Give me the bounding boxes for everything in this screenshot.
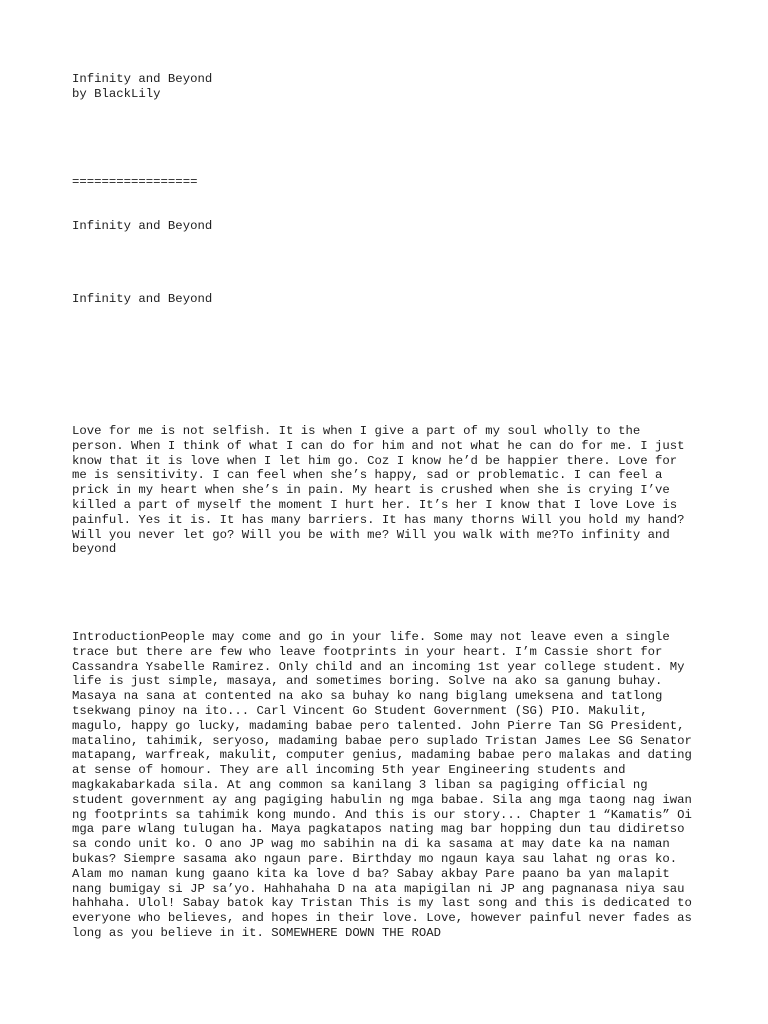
document-title: Infinity and Beyond bbox=[72, 72, 213, 86]
prologue-paragraph: Love for me is not selfish. It is when I give a part of my soul wholly to the person. When I think of what I can do for him and not what he can do for me. I just know that it is love when I let him go. Coz I know he’d be happier there. Love for me is sensitivity. I can feel when she’s happy, sad or problematic. I can feel a prick in my heart when she’s in pain. My heart is crushed when she is crying I’ve killed a part of myself the moment I hurt her. It’s her I know that I love Love is painful. Yes it is. It has many barriers. It has many thorns Will you hold my hand? Will you never let go? Will you be with me? Will you walk with me?To infinity and beyond bbox=[72, 424, 685, 557]
author-byline: by BlackLily bbox=[72, 87, 161, 101]
introduction-paragraph: IntroductionPeople may come and go in your life. Some may not leave even a single trace but there are few who leave footprints in your heart. I’m Cassie short for Cassandra Ysabelle Ramirez. Only child and an incoming 1st year college student. My life is just simple, masaya, and sometimes boring. Solve na ako sa ganung buhay. Masaya na sana at contented na ako sa buhay ko nang biglang umeksena and tatlong tsekwang pinoy na ito... Carl Vincent Go Student Government (SG) PIO. Makulit, magulo, happy go lucky, madaming babae pero talented. John Pierre Tan SG President, matalino, tahimik, seryoso, madaming babae pero suplado Tristan James Lee SG Senator matapang, warfreak, makulit, computer genius, madaming babae pero malakas and dating at sense of homour. They are all incoming 5th year Engineering students and magkakabarkada sila. At ang common sa kanilang 3 liban sa pagiging official ng student government ay ang pagiging habulin ng mga babae. Sila ang mga taong nag iwan ng footprints sa tahimik kong mundo. And this is our story... Chapter 1 “Kamatis” Oi mga pare wlang tulugan ha. Maya pagkatapos nating mag bar hopping dun tau didiretso sa condo unit ko. O ano JP wag mo sabihin na di ka sasama at may date ka na naman bukas? Siempre sasama ako ngaun pare. Birthday mo ngaun kaya sau lahat ng oras ko. Alam mo naman kung gaano kita ka love d ba? Sabay akbay Pare paano ba yan malapit nang bumigay si JP sa’yo. Hahhahaha D na ata mapigilan ni JP ang pagnanasa niya sau hahhaha. Ulol! Sabay batok kay Tristan This is my last song and this is dedicated to everyone who believes, and hopes in their love. Love, however painful never fades as long as you believe in it. SOMEWHERE DOWN THE ROAD bbox=[72, 630, 692, 940]
heading-second: Infinity and Beyond bbox=[72, 292, 213, 306]
section-separator: ================= bbox=[72, 175, 198, 189]
heading-first: Infinity and Beyond bbox=[72, 219, 213, 233]
